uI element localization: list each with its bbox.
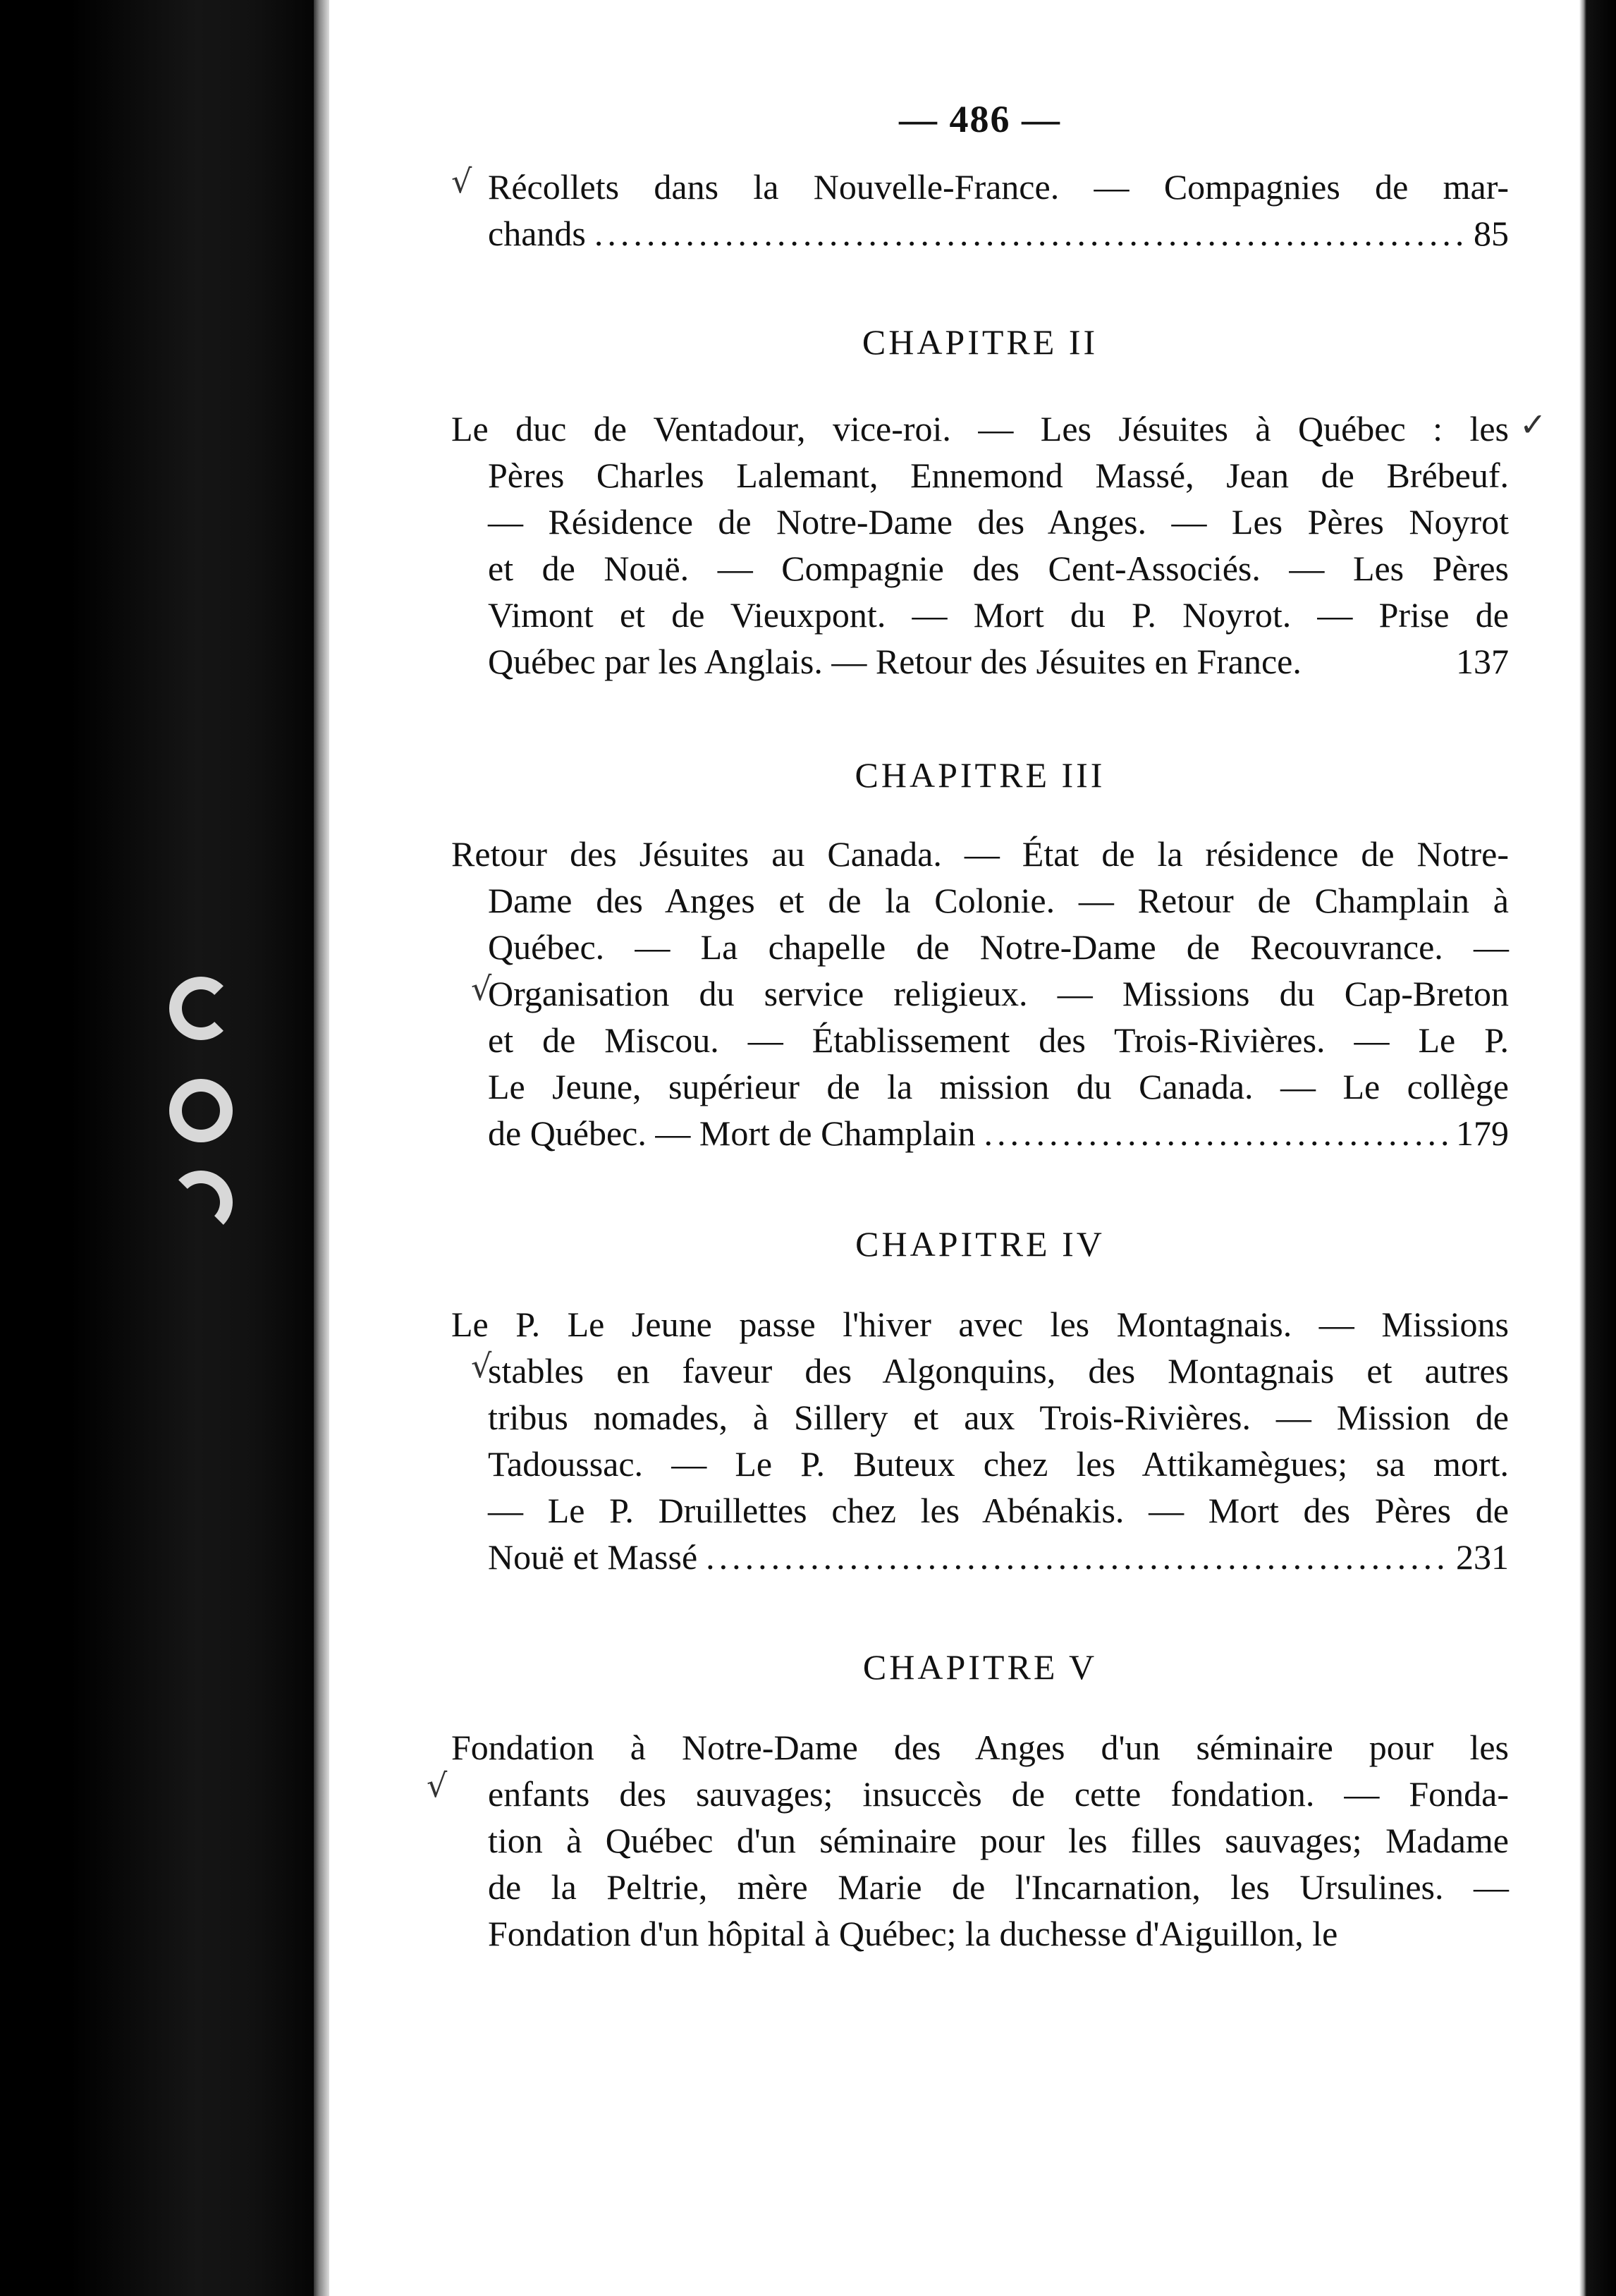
toc-leader-line <box>488 1110 1509 1156</box>
toc-page-ref: 85 <box>1474 214 1509 253</box>
dot-leader <box>594 210 1465 257</box>
toc-page-ref: 137 <box>1456 642 1509 681</box>
toc-line-end: chands <box>488 214 586 253</box>
toc-line: tion à Québec d'un séminaire pour les filles sauvages; Madame <box>488 1821 1509 1860</box>
toc-entry-intro <box>451 164 1509 257</box>
toc-line: Dame des Anges et de la Colonie. — Retour de Champlain à <box>488 881 1509 920</box>
page-fore-edge <box>314 0 329 2296</box>
toc-line: enfants des sauvages; insuccès de cette fondation. — Fonda- <box>488 1774 1509 1814</box>
dot-leader <box>706 1534 1447 1580</box>
page-number: — 486 — <box>899 98 1061 140</box>
chapter-heading: CHAPITRE II <box>862 322 1098 362</box>
toc-line: de la Peltrie, mère Marie de l'Incarnation, les Ursulines. — <box>488 1867 1509 1907</box>
toc-entry-chapter-3 <box>451 831 1509 1156</box>
toc-leader-line <box>488 638 1509 685</box>
toc-leader-line <box>488 1534 1509 1580</box>
toc-line-end: Québec par les Anglais. — Retour des Jésuites en France. <box>488 642 1302 681</box>
toc-line: Tadoussac. — Le P. Buteux chez les Attikamègues; sa mort. <box>488 1444 1509 1484</box>
spine-stamp-mark <box>169 1171 233 1234</box>
toc-entry-chapter-5 <box>451 1724 1509 1957</box>
toc-line: stables en faveur des Algonquins, des Montagnais et autres <box>488 1351 1509 1391</box>
chapter-heading: CHAPITRE IV <box>855 1224 1105 1264</box>
toc-line: Le P. Le Jeune passe l'hiver avec les Montagnais. — Missions <box>451 1305 1509 1344</box>
book-page <box>451 0 1509 2296</box>
toc-line: Québec. — La chapelle de Notre-Dame de Recouvrance. — <box>488 927 1509 967</box>
toc-line: Fondation à Notre-Dame des Anges d'un séminaire pour les <box>451 1728 1509 1767</box>
toc-entry-chapter-4 <box>451 1301 1509 1580</box>
toc-line: Retour des Jésuites au Canada. — État de la résidence de Notre- <box>451 834 1509 874</box>
toc-leader-line <box>488 210 1509 257</box>
toc-page-ref: 179 <box>1456 1113 1509 1153</box>
toc-line: tribus nomades, à Sillery et aux Trois-Rivières. — Mission de <box>488 1398 1509 1437</box>
toc-line: Organisation du service religieux. — Missions du Cap-Breton <box>488 974 1509 1013</box>
check-mark-icon: √ <box>471 970 492 1008</box>
toc-line: Récollets dans la Nouvelle-France. — Compagnies de mar- <box>488 167 1509 207</box>
chapter-heading: CHAPITRE III <box>855 755 1106 795</box>
toc-line: et de Miscou. — Établissement des Trois-Rivières. — Le P. <box>488 1020 1509 1060</box>
toc-line: et de Nouë. — Compagnie des Cent-Associés. — Les Pères <box>488 549 1509 588</box>
chapter-heading: CHAPITRE V <box>862 1647 1098 1687</box>
toc-line: — Le P. Druillettes chez les Abénakis. — Mort des Pères de <box>488 1491 1509 1530</box>
spine-stamp-mark <box>169 977 233 1040</box>
check-mark-icon: ✓ <box>1519 405 1547 444</box>
check-mark-icon: √ <box>471 1347 492 1385</box>
toc-line: Le Jeune, supérieur de la mission du Canada. — Le collège <box>488 1067 1509 1106</box>
toc-line: Pères Charles Lalemant, Ennemond Massé, Jean de Brébeuf. <box>488 456 1509 495</box>
dot-leader <box>984 1110 1447 1156</box>
toc-entry-chapter-2 <box>451 405 1509 685</box>
toc-page-ref: 231 <box>1456 1537 1509 1577</box>
book-edge-left <box>0 0 314 2296</box>
check-mark-icon: √ <box>451 162 472 200</box>
toc-line-end: Nouë et Massé <box>488 1537 698 1577</box>
book-edge-right <box>1579 0 1616 2296</box>
check-mark-icon: √ <box>427 1766 448 1805</box>
spine-stamp-mark <box>169 1079 233 1142</box>
toc-line: Fondation d'un hôpital à Québec; la duchesse d'Aiguillon, le <box>488 1914 1338 1953</box>
toc-line: — Résidence de Notre-Dame des Anges. — Les Pères Noyrot <box>488 502 1509 542</box>
toc-line: Vimont et de Vieuxpont. — Mort du P. Noyrot. — Prise de <box>488 595 1509 635</box>
toc-line: Le duc de Ventadour, vice-roi. — Les Jésuites à Québec : les <box>451 409 1509 448</box>
toc-line-end: de Québec. — Mort de Champlain <box>488 1113 976 1153</box>
